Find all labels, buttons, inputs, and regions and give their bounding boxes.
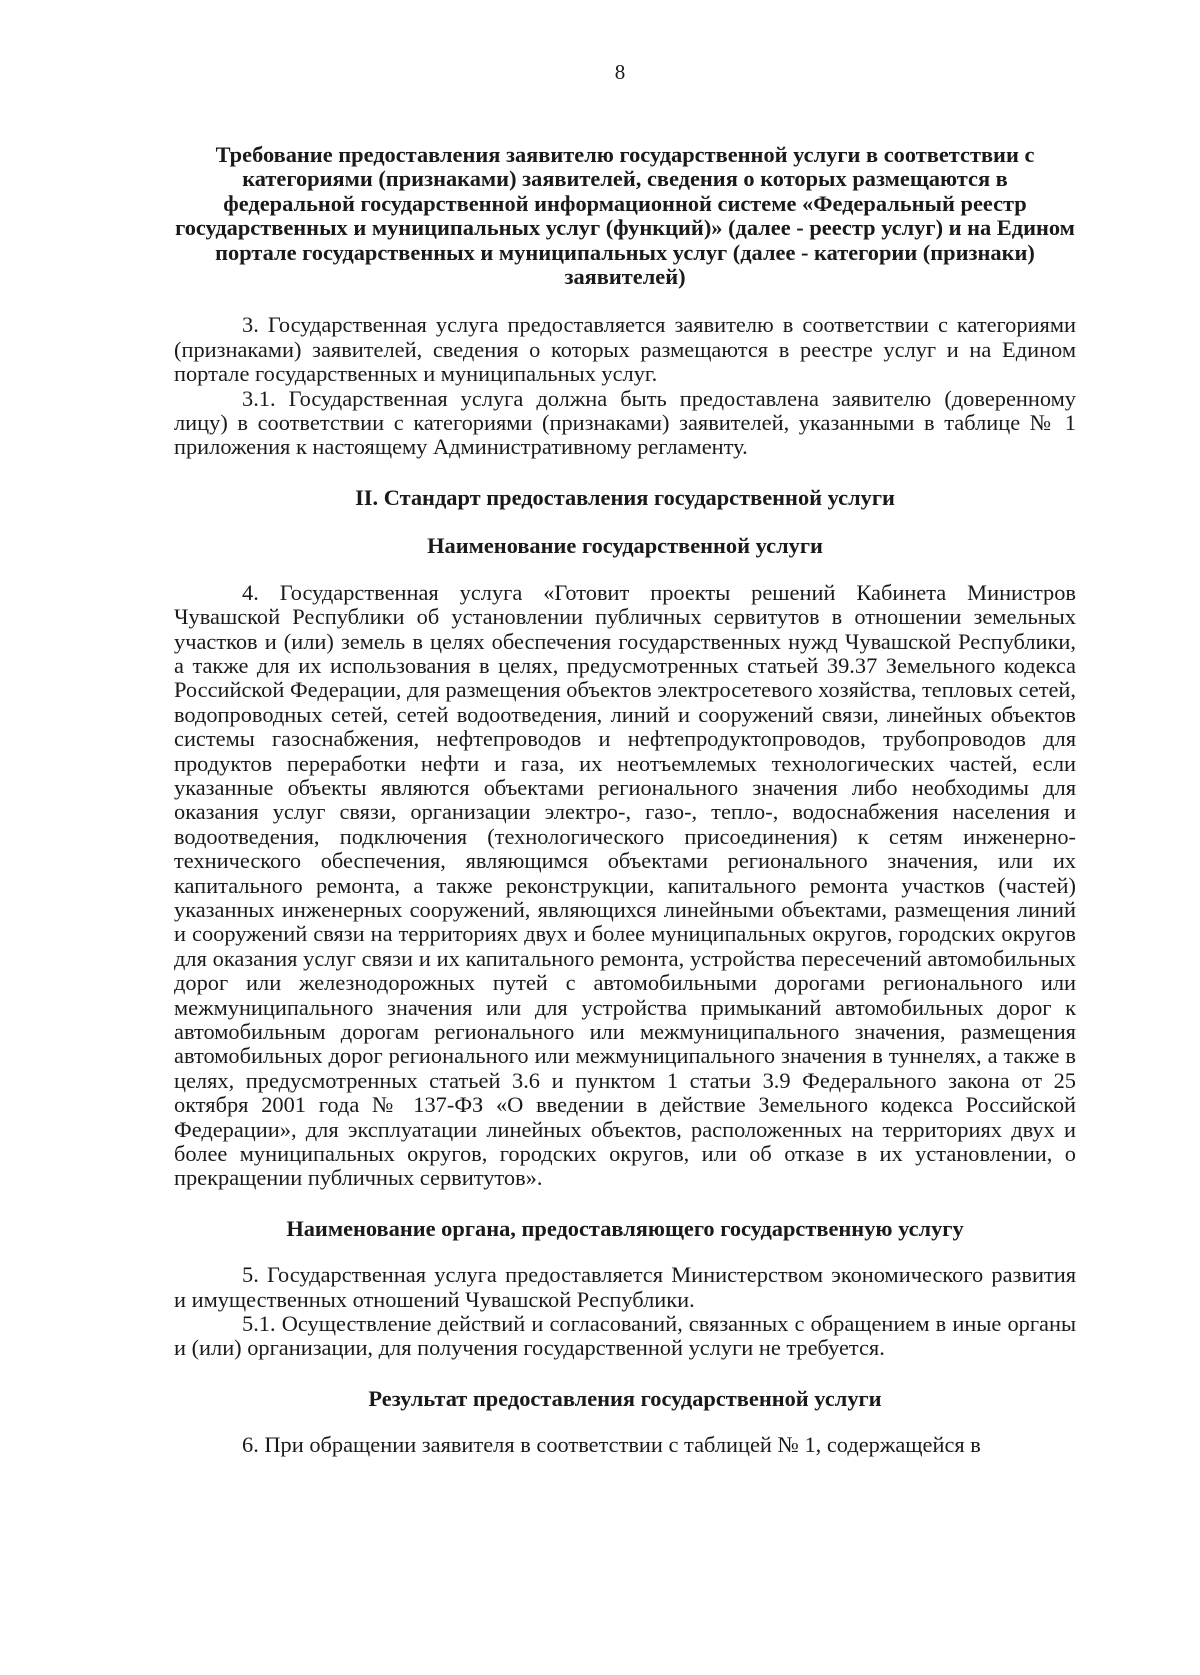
paragraph-3: 3. Государственная услуга предоставляется заявителю в соответствии с категориями (признаками) заявителей, сведения о которых размещаются в реестре услуг и на Едином портале государственных и муниципальных услуг. <box>174 312 1076 387</box>
paragraph-5-1: 5.1. Осуществление действий и согласований, связанных с обращением в иные органы и (или) организации, для получения государственной услуги не требуется. <box>174 1311 1076 1361</box>
paragraph-6: 6. При обращении заявителя в соответствии с таблицей № 1, содержащейся в <box>242 1432 981 1458</box>
heading-applicant-requirement: Требование предоставления заявителю государственной услуги в соответствии с категориями (признаками) заявителей, сведения о которых размещаются в федеральной государственной информационной системе «Федеральный реестр государственных и муниципальных услуг (функций)» (далее - реестр услуг) и на Едином портале государственных и муниципальных услуг (далее - категории (признаки) заявителей) <box>175 142 1075 290</box>
subheading-authority-name: Наименование органа, предоставляющего государственную услугу <box>286 1215 964 1241</box>
paragraph-5: 5. Государственная услуга предоставляется Министерством экономического развития и имущественных отношений Чувашской Республики. <box>174 1262 1076 1312</box>
paragraph-4: 4. Государственная услуга «Готовит проекты решений Кабинета Министров Чувашской Республики об установлении публичных сервитутов в отношении земельных участков и (или) земель в целях обеспечения государственных нужд Чувашской Республики, а также для их использования в целях, предусмотренных статьей 39.37 Земельного кодекса Российской Федерации, для размещения объектов электросетевого хозяйства, тепловых сетей, водопроводных сетей, сетей водоотведения, линий и сооружений связи, линейных объектов системы газоснабжения, нефтепроводов и нефтепродуктопроводов, трубопроводов для продуктов переработки нефти и газа, их неотъемлемых технологических частей, если указанные объекты являются объектами регионального значения либо необходимы для оказания услуг связи, организации электро-, газо-, тепло-, водоснабжения населения и водоотведения, подключения (технологического присоединения) к сетям инженерно-технического обеспечения, являющимся объектами регионального значения, или их капитального ремонта, а также реконструкции, капитального ремонта участков (частей) указанных инженерных сооружений, являющихся линейными объектами, размещения линий и сооружений связи на территориях двух и более муниципальных округов, городских округов для оказания услуг связи и их капитального ремонта, устройства пересечений автомобильных дорог или железнодорожных путей с автомобильными дорогами регионального или межмуниципального значения или для устройства примыканий автомобильных дорог к автомобильным дорогам регионального или межмуниципального значения, размещения автомобильных дорог регионального или межмуниципального значения в туннелях, а также в целях, предусмотренных статьей 3.6 и пунктом 1 статьи 3.9 Федерального закона от 25 октября 2001 года № 137-ФЗ «О введении в действие Земельного кодекса Российской Федерации», для эксплуатации линейных объектов, расположенных на территориях двух и более муниципальных округов, городских округов, или об отказе в их установлении, о прекращении публичных сервитутов». <box>174 579 1076 1191</box>
subheading-result: Результат предоставления государственной услуги <box>368 1385 882 1411</box>
document-body <box>174 143 1076 1458</box>
paragraph-3-1: 3.1. Государственная услуга должна быть предоставлена заявителю (доверенному лицу) в соответствии с категориями (признаками) заявителей, указанными в таблице № 1 приложения к настоящему Административному регламенту. <box>174 385 1076 460</box>
section-title-standard: II. Стандарт предоставления государственной услуги <box>355 484 895 510</box>
page-number: 8 <box>614 60 626 84</box>
subheading-service-name: Наименование государственной услуги <box>427 533 823 559</box>
